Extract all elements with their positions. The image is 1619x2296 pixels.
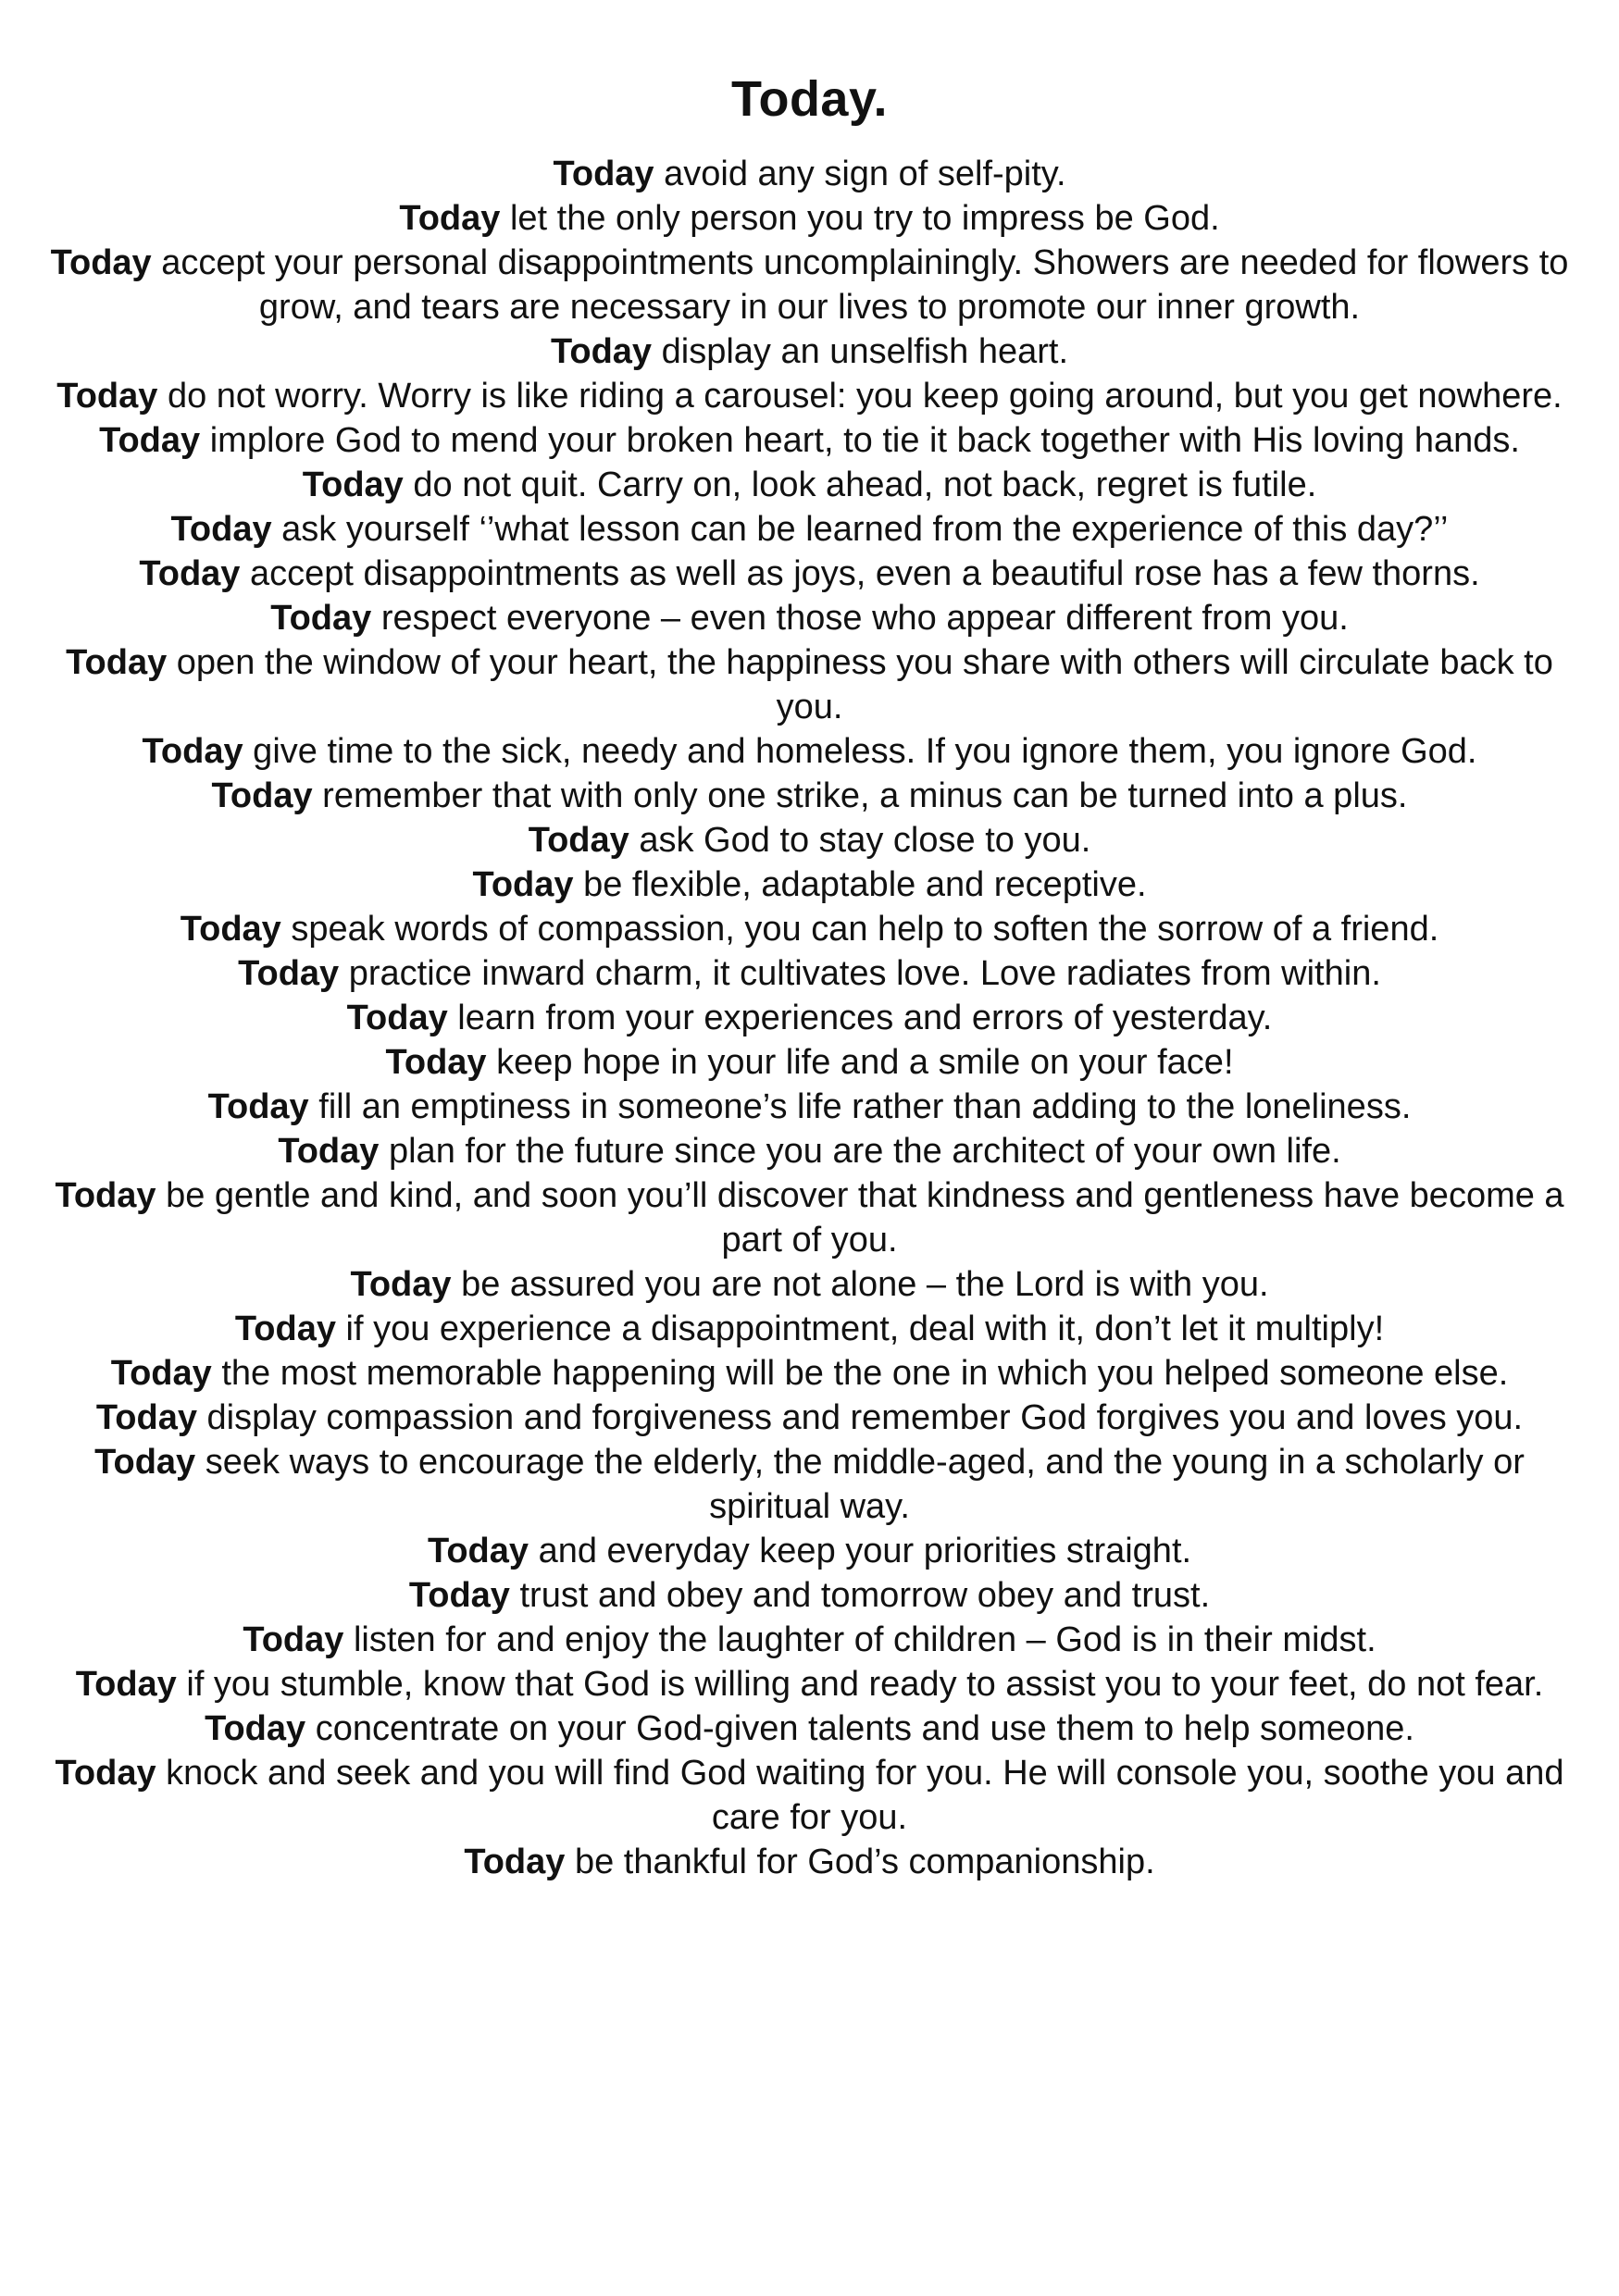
lead-word: Today [50,243,152,282]
lead-word: Today [55,1176,156,1215]
affirmation-text: remember that with only one strike, a minus can be turned into a plus. [312,776,1408,815]
lead-word: Today [110,1354,212,1393]
affirmation-line [37,1129,1582,1173]
affirmation-text: give time to the sick, needy and homeless. If you ignore them, you ignore God. [243,732,1477,771]
lead-word: Today [278,1132,380,1171]
affirmation-text: be thankful for God’s companionship. [565,1843,1155,1881]
lead-word: Today [550,332,653,371]
affirmation-line [37,1840,1582,1884]
affirmation-text: trust and obey and tomorrow obey and trust. [509,1576,1211,1615]
lead-word: Today [399,199,501,238]
affirmation-text: do not quit. Carry on, look ahead, not back, regret is futile. [403,465,1317,504]
lead-word: Today [427,1532,529,1570]
affirmation-line [37,1173,1582,1262]
lead-word: Today [94,1443,196,1482]
affirmation-line [37,996,1582,1040]
affirmation-line [37,374,1582,418]
lead-word: Today [346,999,448,1037]
lead-word: Today [180,910,281,949]
affirmation-line [37,729,1582,774]
affirmation-text: avoid any sign of self-pity. [654,155,1066,193]
affirmation-line [37,1529,1582,1573]
lead-word: Today [56,377,158,416]
affirmation-text: if you stumble, know that God is willing and ready to assist you to your feet, do not fear. [176,1665,1544,1704]
lead-word: Today [55,1754,156,1793]
affirmation-line [37,1351,1582,1396]
affirmation-line [37,1040,1582,1085]
lead-word: Today [472,865,574,904]
lead-word: Today [408,1576,510,1615]
lead-word: Today [350,1265,452,1304]
affirmation-line [37,1618,1582,1662]
affirmation-text: accept your personal disappointments uncomplainingly. Showers are needed for flowers to grow, and tears are necessary in our lives to promote our inner growth. [151,243,1569,327]
affirmation-line [37,951,1582,996]
lead-word: Today [528,821,629,860]
lead-word: Today [139,554,241,593]
lead-word: Today [95,1398,197,1437]
affirmation-line [37,507,1582,552]
lead-word: Today [211,776,313,815]
affirmation-line [37,1662,1582,1706]
lead-word: Today [142,732,243,771]
lead-word: Today [205,1709,306,1748]
affirmation-text: be flexible, adaptable and receptive. [573,865,1147,904]
affirmation-line [37,1706,1582,1751]
affirmation-text: let the only person you try to impress be God. [500,199,1220,238]
affirmation-line [37,552,1582,596]
affirmation-text: be assured you are not alone – the Lord is with you. [451,1265,1269,1304]
affirmation-text: implore God to mend your broken heart, to tie it back together with His loving hands. [200,421,1520,460]
affirmation-line [37,818,1582,863]
affirmation-text: respect everyone – even those who appear different from you. [371,599,1349,638]
affirmation-text: be gentle and kind, and soon you’ll discover that kindness and gentleness have become a part of you. [156,1176,1564,1260]
affirmation-line [37,596,1582,640]
affirmation-line [37,640,1582,729]
affirmation-text: keep hope in your life and a smile on your face! [486,1043,1234,1082]
lead-word: Today [385,1043,487,1082]
affirmation-text: do not worry. Worry is like riding a carousel: you keep going around, but you get nowhere. [157,377,1563,416]
affirmation-list [37,152,1582,1884]
affirmation-text: open the window of your heart, the happiness you share with others will circulate back to you. [167,643,1553,726]
lead-word: Today [207,1087,309,1126]
affirmation-text: ask yourself ‘’what lesson can be learned from the experience of this day?’’ [271,510,1449,549]
affirmation-line [37,241,1582,329]
affirmation-text: plan for the future since you are the architect of your own life. [379,1132,1341,1171]
lead-word: Today [243,1620,344,1659]
affirmation-text: practice inward charm, it cultivates love. Love radiates from within. [339,954,1381,993]
affirmation-text: accept disappointments as well as joys, even a beautiful rose has a few thorns. [240,554,1480,593]
affirmation-text: fill an emptiness in someone’s life rather than adding to the loneliness. [308,1087,1412,1126]
page-title: Today. [730,71,888,127]
affirmation-line [37,1751,1582,1840]
lead-word: Today [464,1843,566,1881]
affirmation-line [37,1307,1582,1351]
affirmation-text: display compassion and forgiveness and remember God forgives you and loves you. [196,1398,1524,1437]
affirmation-text: display an unselfish heart. [652,332,1069,371]
lead-word: Today [170,510,272,549]
affirmation-text: concentrate on your God-given talents and use them to help someone. [305,1709,1414,1748]
affirmation-text: knock and seek and you will find God waiting for you. He will console you, soothe you and care for you. [156,1754,1564,1837]
affirmation-line [37,196,1582,241]
lead-word: Today [302,465,404,504]
affirmation-text: if you experience a disappointment, deal with it, don’t let it multiply! [335,1309,1385,1348]
affirmation-line [37,1085,1582,1129]
affirmation-line [37,1440,1582,1529]
affirmation-line [37,418,1582,463]
lead-word: Today [75,1665,177,1704]
affirmation-line [37,863,1582,907]
lead-word: Today [270,599,372,638]
affirmation-line [37,1262,1582,1307]
affirmation-line [37,774,1582,818]
affirmation-line [37,463,1582,507]
lead-word: Today [99,421,201,460]
affirmation-line [37,329,1582,374]
affirmation-text: seek ways to encourage the elderly, the middle-aged, and the young in a scholarly or spiritual way. [195,1443,1525,1526]
affirmation-text: speak words of compassion, you can help to soften the sorrow of a friend. [280,910,1439,949]
affirmation-line [37,1573,1582,1618]
affirmation-text: the most memorable happening will be the one in which you helped someone else. [211,1354,1509,1393]
affirmation-text: ask God to stay close to you. [629,821,1091,860]
affirmation-line [37,907,1582,951]
lead-word: Today [238,954,340,993]
affirmation-line [37,1396,1582,1440]
lead-word: Today [553,155,654,193]
affirmation-text: learn from your experiences and errors of yesterday. [447,999,1273,1037]
affirmation-text: and everyday keep your priorities straight. [529,1532,1192,1570]
lead-word: Today [66,643,168,682]
affirmation-text: listen for and enjoy the laughter of children – God is in their midst. [343,1620,1376,1659]
affirmation-line [37,152,1582,196]
lead-word: Today [234,1309,336,1348]
